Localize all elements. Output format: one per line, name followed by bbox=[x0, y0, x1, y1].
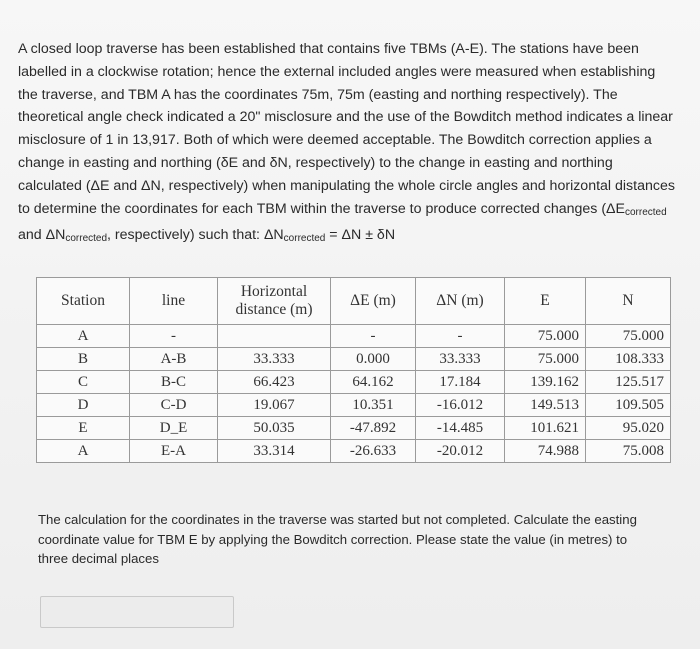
header-hd-line2: distance (m) bbox=[235, 301, 313, 318]
cell-horizontal-distance: 66.423 bbox=[218, 371, 331, 394]
cell-station: A bbox=[37, 325, 130, 348]
cell-delta-e: 0.000 bbox=[331, 348, 416, 371]
question-intro: A closed loop traverse has been established that contains five TBMs (A-E). The stations have been labelled in a clockwise rotation; hence the external included angles were measured when establishing the traverse, and TBM A has the coordinates 75m, 75m (easting and northing respectively). The theoretical angle check indicated a 20" misclosure and the use of the Bowditch method indicates a linear misclosure of 1 in 13,917. Both of which were deemed acceptable. The Bowditch correction applies a change in easting and northing (δE and δN, respectively) to the change in easting and northing calculated (ΔE and ΔN, respectively) when manipulating the whole circle angles and horizontal distances to determine the coordinates for each TBM within the traverse to produce corrected changes (ΔE bbox=[18, 41, 675, 217]
table-header-row bbox=[37, 278, 671, 325]
header-hd-line1: Horizontal bbox=[240, 283, 308, 300]
subscript-corrected: corrected bbox=[283, 233, 326, 245]
cell-line: A-B bbox=[130, 348, 218, 371]
cell-northing: 75.008 bbox=[586, 440, 671, 463]
traverse-table bbox=[36, 277, 671, 463]
table-row bbox=[37, 325, 671, 348]
cell-northing: 109.505 bbox=[586, 394, 671, 417]
cell-delta-n: -20.012 bbox=[416, 440, 505, 463]
header-horizontal-distance bbox=[218, 278, 331, 325]
header-line: line bbox=[130, 278, 218, 325]
cell-horizontal-distance: 33.314 bbox=[218, 440, 331, 463]
table-row bbox=[37, 417, 671, 440]
header-delta-e: ΔE (m) bbox=[331, 278, 416, 325]
cell-delta-n: -14.485 bbox=[416, 417, 505, 440]
cell-horizontal-distance: 33.333 bbox=[218, 348, 331, 371]
cell-delta-e: 64.162 bbox=[331, 371, 416, 394]
cell-delta-e: - bbox=[331, 325, 416, 348]
question-prompt: The calculation for the coordinates in the traverse was started but not completed. Calculate the easting coordinate value for TBM E by applying the Bowditch correction. Please state the value (in metres) to three decimal places bbox=[38, 512, 637, 566]
header-station: Station bbox=[37, 278, 130, 325]
cell-delta-e: -26.633 bbox=[331, 440, 416, 463]
cell-northing: 95.020 bbox=[586, 417, 671, 440]
question-intro-end: = ΔN ± δN bbox=[325, 227, 396, 244]
table-row bbox=[37, 440, 671, 463]
cell-station: B bbox=[37, 348, 130, 371]
cell-delta-e: 10.351 bbox=[331, 394, 416, 417]
cell-delta-n: 17.184 bbox=[416, 371, 505, 394]
cell-delta-e: -47.892 bbox=[331, 417, 416, 440]
cell-northing: 125.517 bbox=[586, 371, 671, 394]
cell-easting: 149.513 bbox=[505, 394, 586, 417]
subscript-corrected: corrected bbox=[65, 233, 108, 245]
cell-station: D bbox=[37, 394, 130, 417]
subscript-corrected: corrected bbox=[624, 206, 667, 218]
cell-easting: 75.000 bbox=[505, 325, 586, 348]
question-text bbox=[18, 38, 678, 251]
table-row bbox=[37, 371, 671, 394]
cell-line: B-C bbox=[130, 371, 218, 394]
cell-line: D_E bbox=[130, 417, 218, 440]
cell-easting: 139.162 bbox=[505, 371, 586, 394]
cell-horizontal-distance: 50.035 bbox=[218, 417, 331, 440]
table-row bbox=[37, 348, 671, 371]
cell-northing: 108.333 bbox=[586, 348, 671, 371]
cell-horizontal-distance: 19.067 bbox=[218, 394, 331, 417]
header-northing: N bbox=[586, 278, 671, 325]
cell-station: A bbox=[37, 440, 130, 463]
cell-line: - bbox=[130, 325, 218, 348]
question-intro-mid: and ΔN bbox=[18, 227, 66, 244]
cell-station: C bbox=[37, 371, 130, 394]
question-intro-mid: , respectively) such that: ΔN bbox=[107, 227, 284, 244]
cell-line: E-A bbox=[130, 440, 218, 463]
cell-delta-n: 33.333 bbox=[416, 348, 505, 371]
cell-easting: 101.621 bbox=[505, 417, 586, 440]
header-easting: E bbox=[505, 278, 586, 325]
cell-horizontal-distance bbox=[218, 325, 331, 348]
table-row bbox=[37, 394, 671, 417]
cell-easting: 75.000 bbox=[505, 348, 586, 371]
cell-line: C-D bbox=[130, 394, 218, 417]
cell-station: E bbox=[37, 417, 130, 440]
cell-northing: 75.000 bbox=[586, 325, 671, 348]
answer-input[interactable] bbox=[40, 596, 234, 628]
cell-easting: 74.988 bbox=[505, 440, 586, 463]
cell-delta-n: - bbox=[416, 325, 505, 348]
header-delta-n: ΔN (m) bbox=[416, 278, 505, 325]
cell-delta-n: -16.012 bbox=[416, 394, 505, 417]
